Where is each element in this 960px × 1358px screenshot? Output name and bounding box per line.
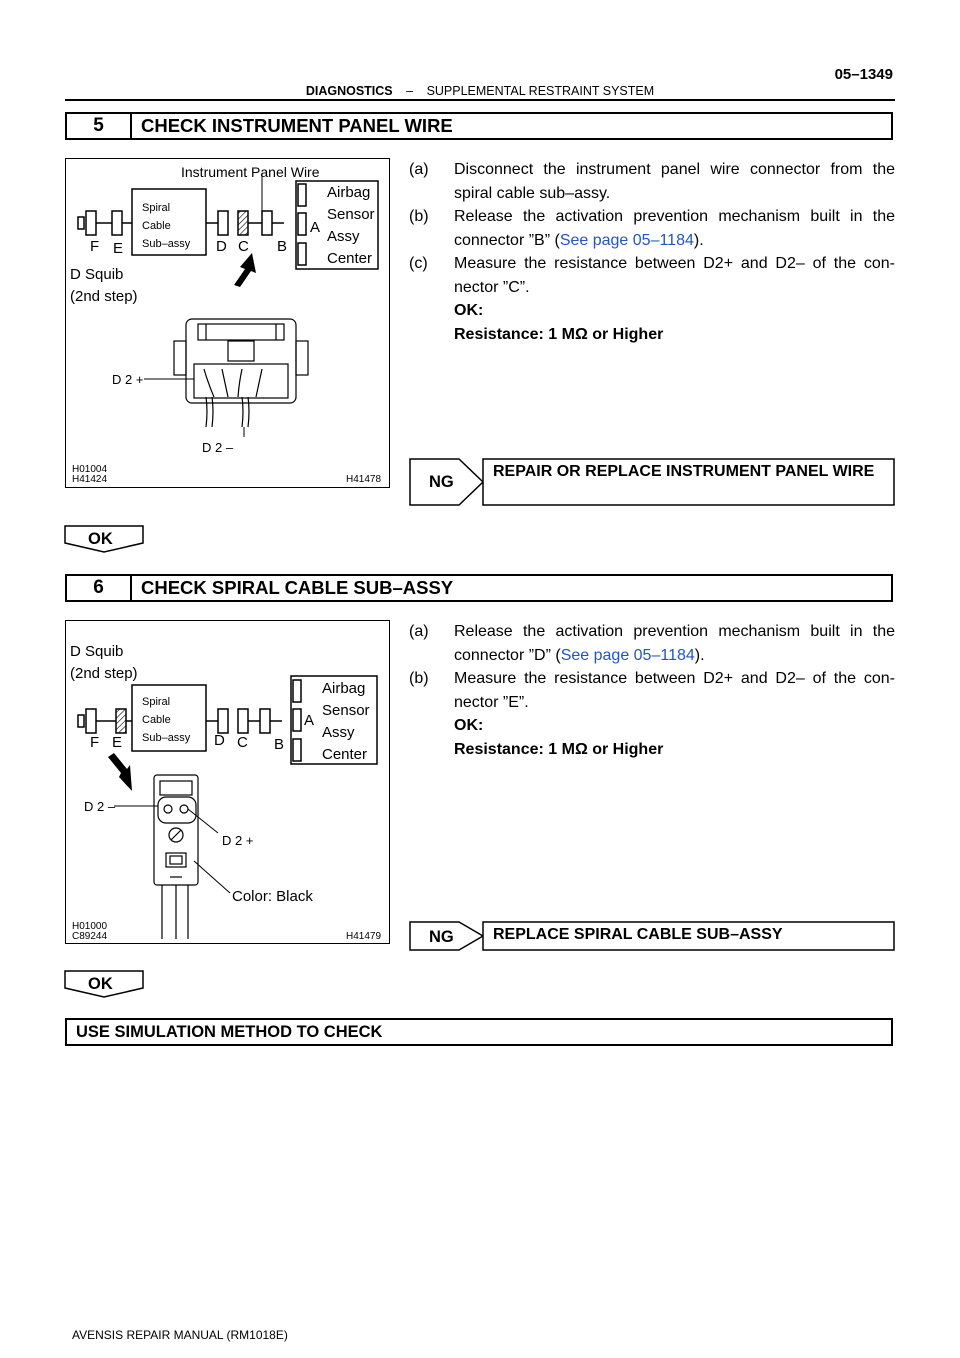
header-section: DIAGNOSTICS <box>305 84 393 98</box>
airbag-line2: Sensor <box>322 702 370 719</box>
instruction-text: Measure the resistance between D2+ and D2– of the con- nector ”C”. <box>454 255 895 296</box>
d2plus-label: D 2 + <box>222 833 254 848</box>
code-left-1: H01004 <box>72 464 108 475</box>
letter-A: A <box>304 712 315 729</box>
step-6-title: CHECK SPIRAL CABLE SUB–ASSY <box>141 577 454 598</box>
ng-tag: NG <box>429 928 454 946</box>
airbag-line1: Airbag <box>322 680 366 697</box>
caption-wire: Instrument Panel Wire <box>181 164 320 180</box>
spiral-line1: Spiral <box>142 202 171 214</box>
connector-e-drawing <box>154 775 198 939</box>
d2plus-label: D 2 + <box>112 372 144 387</box>
letter-A: A <box>310 219 321 236</box>
arrow-icon <box>108 753 132 791</box>
ok-tag-5 <box>64 525 144 553</box>
ng-action-6: REPLACE SPIRAL CABLE SUB–ASSY <box>493 926 783 943</box>
final-action-text: USE SIMULATION METHOD TO CHECK <box>76 1022 383 1041</box>
airbag-line1: Airbag <box>327 184 371 201</box>
airbag-line3: Assy <box>327 228 360 245</box>
code-left-2: H41424 <box>72 474 108 485</box>
spiral-line2: Cable <box>142 220 171 232</box>
d2minus-label: D 2 – <box>202 440 234 455</box>
figure-h41479 <box>65 620 390 944</box>
see-page-link[interactable]: See page 05–1184 <box>559 231 694 249</box>
airbag-line3: Assy <box>322 724 355 741</box>
step-5-title: CHECK INSTRUMENT PANEL WIRE <box>141 115 453 136</box>
instruction-b <box>409 667 895 714</box>
spiral-line3: Sub–assy <box>142 732 191 744</box>
spiral-line3: Sub–assy <box>142 238 191 250</box>
squib-line1: D Squib <box>70 643 124 660</box>
code-left-1: H01000 <box>72 921 108 932</box>
footer-text: AVENSIS REPAIR MANUAL (RM1018E) <box>72 1328 288 1342</box>
airbag-line4: Center <box>327 250 373 267</box>
figure-h41478 <box>65 158 390 488</box>
instruction-b <box>409 205 895 252</box>
instruction-label: (a) <box>409 623 429 640</box>
letter-E: E <box>112 734 123 751</box>
color-label: Color: Black <box>232 888 313 905</box>
spiral-line2: Cable <box>142 714 171 726</box>
header-subsection: SUPPLEMENTAL RESTRAINT SYSTEM <box>426 84 655 98</box>
step-5-instructions <box>409 158 895 346</box>
header-rule <box>65 99 895 101</box>
letter-B: B <box>274 736 285 753</box>
instruction-label: (b) <box>409 208 429 225</box>
ok-tag-6 <box>64 970 144 998</box>
step-6-instructions <box>409 620 895 761</box>
letter-F: F <box>90 734 100 751</box>
final-action-bar <box>65 1018 893 1046</box>
code-right: H41478 <box>346 474 382 485</box>
see-page-link[interactable]: See page 05–1184 <box>560 646 695 664</box>
letter-C: C <box>237 734 248 751</box>
letter-C: C <box>238 238 249 255</box>
instruction-a <box>409 158 895 205</box>
squib-line1: D Squib <box>70 266 124 283</box>
instruction-text: Disconnect the instrument panel wire connector from the spiral cable sub–assy. <box>454 161 895 202</box>
instruction-label: (b) <box>409 670 429 687</box>
letter-E: E <box>113 240 124 257</box>
instruction-label: (a) <box>409 161 429 178</box>
ng-tag: NG <box>429 473 454 491</box>
airbag-line4: Center <box>322 746 368 763</box>
step-6-number: 6 <box>67 576 132 600</box>
step-5-bar <box>65 112 893 140</box>
instruction-a <box>409 620 895 667</box>
letter-B: B <box>277 238 288 255</box>
diagram-step5 <box>66 159 388 486</box>
running-header <box>0 84 960 98</box>
header-separator: – <box>406 84 414 98</box>
letter-D: D <box>214 732 225 749</box>
letter-F: F <box>90 238 100 255</box>
instruction-c <box>409 252 895 299</box>
resistance-spec: Resistance: 1 MΩ or Higher <box>454 325 664 343</box>
arrow-icon <box>234 253 256 287</box>
connector-c-drawing <box>174 319 308 427</box>
code-left-2: C89244 <box>72 931 108 942</box>
ok-tag-text: OK <box>88 975 113 993</box>
instruction-text: Release the activation prevention mechanism built in the connector ”D” (See page 05–1184). <box>454 623 895 664</box>
diagram-step6 <box>66 621 388 942</box>
instruction-text: Release the activation prevention mechanism built in the connector ”B” (See page 05–1184). <box>454 208 895 249</box>
d2minus-label: D 2 – <box>84 799 116 814</box>
ok-criteria-label: OK: <box>454 302 484 319</box>
instruction-text: Measure the resistance between D2+ and D2– of the con- nector ”E”. <box>454 670 895 711</box>
letter-D: D <box>216 238 227 255</box>
step-6-bar <box>65 574 893 602</box>
ng-action-5: REPAIR OR REPLACE INSTRUMENT PANEL WIRE <box>493 463 875 480</box>
ok-criteria-label: OK: <box>454 717 484 734</box>
squib-line2: (2nd step) <box>70 665 138 682</box>
code-right: H41479 <box>346 931 382 942</box>
resistance-spec: Resistance: 1 MΩ or Higher <box>454 740 664 758</box>
page-number: 05–1349 <box>834 66 893 83</box>
instruction-label: (c) <box>409 255 428 272</box>
step-5-number: 5 <box>67 114 132 138</box>
spiral-line1: Spiral <box>142 696 171 708</box>
airbag-line2: Sensor <box>327 206 375 223</box>
squib-line2: (2nd step) <box>70 288 138 305</box>
ok-tag-text: OK <box>88 530 113 548</box>
